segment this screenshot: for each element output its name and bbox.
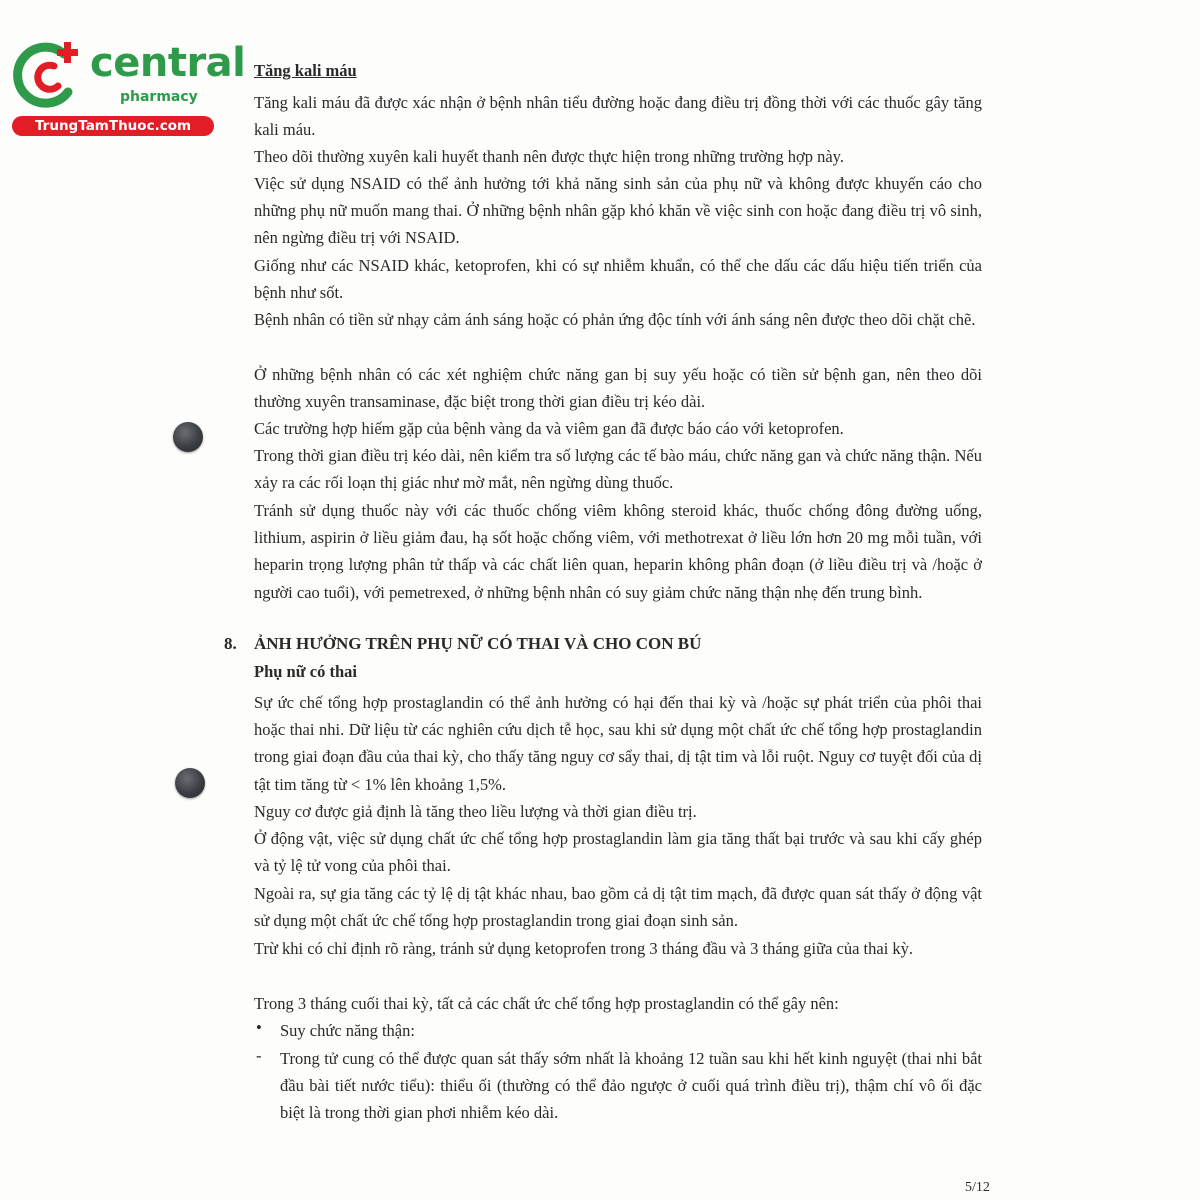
paragraph: Việc sử dụng NSAID có thể ảnh hưởng tới khả năng sinh sản của phụ nữ và không được khuyến cáo cho những phụ nữ muốn mang thai. Ở những bệnh nhân gặp khó khăn về việc sinh con hoặc đang điều trị vô sinh, nên ngừng điều trị với NSAID. <box>254 174 982 248</box>
central-pharmacy-logo <box>8 36 246 136</box>
paragraph: Ở động vật, việc sử dụng chất ức chế tổng hợp prostaglandin làm gia tăng thất bại trước và sau khi cấy ghép và tỷ lệ tử vong của phôi thai. <box>254 829 982 876</box>
list-item: Trong tử cung có thể được quan sát thấy sớm nhất là khoảng 12 tuần sau khi hết kinh nguyệt (thai nhi bắt đầu bài tiết nước tiểu): thiểu ối (thường có thể đảo ngược ở cuối quá trình điều trị), thậm chí vô ối đặc biệt là trong thời gian phơi nhiễm kéo dài. <box>280 1049 982 1123</box>
brand-subtitle: pharmacy <box>120 89 198 105</box>
paragraph: Giống như các NSAID khác, ketoprofen, khi có sự nhiễm khuẩn, có thể che dấu các dấu hiệu tiến triển của bệnh như sốt. <box>254 256 982 303</box>
paragraph: Tránh sử dụng thuốc này với các thuốc chống viêm không steroid khác, thuốc chống đông đường uống, lithium, aspirin ở liều giảm đau, hạ sốt hoặc chống viêm, với methotrexat ở liều lớn hơn 20 mg mỗi tuần, với heparin trọng lượng phân tử thấp và các chất liên quan, heparin không phân đoạn (ở liều điều trị và /hoặc ở người cao tuổi), với pemetrexed, ở những bệnh nhân có suy giảm chức năng thận nhẹ đến trung bình. <box>254 501 982 602</box>
punch-hole <box>173 422 203 452</box>
paragraph: Trong thời gian điều trị kéo dài, nên kiểm tra số lượng các tế bào máu, chức năng gan và chức năng thận. Nếu xảy ra các rối loạn thị giác như mờ mắt, nên ngừng dùng thuốc. <box>254 446 982 493</box>
paragraph: Ngoài ra, sự gia tăng các tỷ lệ dị tật khác nhau, bao gồm cả dị tật tim mạch, đã được quan sát thấy ở động vật sử dụng một chất ức chế tổng hợp prostaglandin trong giai đoạn sinh sản. <box>254 884 982 931</box>
paragraph: Trong 3 tháng cuối thai kỳ, tất cả các chất ức chế tổng hợp prostaglandin có thể gây nên: <box>254 994 839 1013</box>
list-item: Suy chức năng thận: <box>280 1021 415 1040</box>
brand-name: central <box>90 40 246 86</box>
paragraph: Nguy cơ được giả định là tăng theo liều lượng và thời gian điều trị. <box>254 802 697 821</box>
list-dash: - <box>256 1046 262 1065</box>
paragraph: Các trường hợp hiếm gặp của bệnh vàng da và viêm gan đã được báo cáo với ketoprofen. <box>254 419 844 438</box>
heading-hyperkalemia: Tăng kali máu <box>254 61 357 80</box>
paragraph: Sự ức chế tổng hợp prostaglandin có thể ảnh hưởng có hại đến thai kỳ và /hoặc sự phát triển của phôi thai hoặc thai nhi. Dữ liệu từ các nghiên cứu dịch tễ học, sau khi sử dụng một chất ức chế tổng hợp prostaglandin trong giai đoạn đầu của thai kỳ, cho thấy tăng nguy cơ sẩy thai, dị tật tim và lỗi ruột. Nguy cơ tuyệt đối của dị tật tim tăng từ < 1% lên khoảng 1,5%. <box>254 693 982 794</box>
section-title: ẢNH HƯỞNG TRÊN PHỤ NỮ CÓ THAI VÀ CHO CON BÚ <box>254 634 702 653</box>
pharmacy-cross-icon <box>8 36 88 116</box>
punch-hole <box>175 768 205 798</box>
section-number: 8. <box>224 634 237 653</box>
paragraph: Bệnh nhân có tiền sử nhạy cảm ánh sáng hoặc có phản ứng độc tính với ánh sáng nên được theo dõi chặt chẽ. <box>254 310 976 329</box>
paragraph: Tăng kali máu đã được xác nhận ở bệnh nhân tiểu đường hoặc đang điều trị đồng thời với các thuốc gây tăng kali máu. <box>254 93 982 140</box>
subheading-pregnant-women: Phụ nữ có thai <box>254 662 357 681</box>
page-number: 5/12 <box>965 1180 990 1195</box>
paragraph: Ở những bệnh nhân có các xét nghiệm chức năng gan bị suy yếu hoặc có tiền sử bệnh gan, nên theo dõi thường xuyên transaminase, đặc biệt trong thời gian điều trị kéo dài. <box>254 365 982 412</box>
brand-website: TrungTamThuoc.com <box>12 116 214 136</box>
paragraph: Theo dõi thường xuyên kali huyết thanh nên được thực hiện trong những trường hợp này. <box>254 147 844 166</box>
list-bullet: • <box>256 1018 262 1037</box>
paragraph: Trừ khi có chỉ định rõ ràng, tránh sử dụng ketoprofen trong 3 tháng đầu và 3 tháng giữa của thai kỳ. <box>254 939 914 958</box>
